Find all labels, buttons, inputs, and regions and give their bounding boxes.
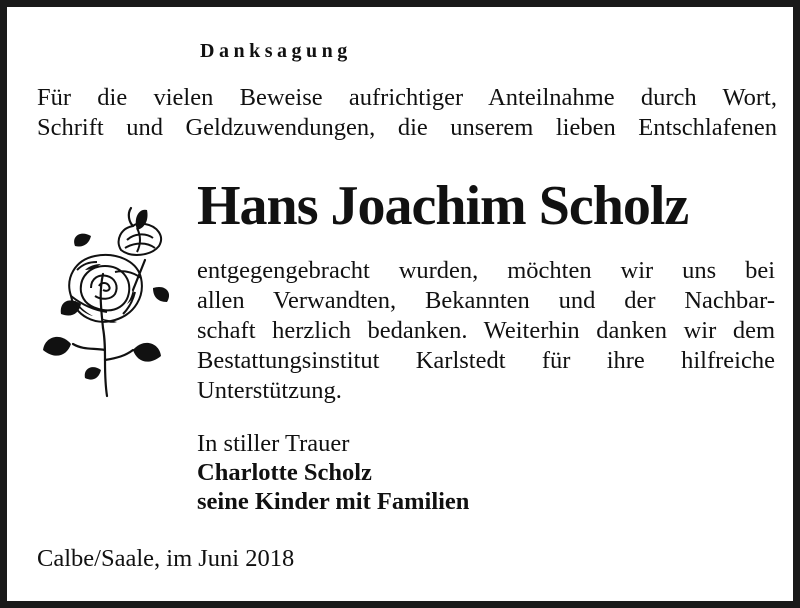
signatory-name: Charlotte Scholz	[197, 459, 372, 486]
deceased-name: Hans Joachim Scholz	[197, 175, 689, 237]
place-date: Calbe/Saale, im Juni 2018	[37, 545, 295, 572]
closing-block	[197, 429, 469, 516]
intro-line: Schrift und Geldzuwendungen, die unserem lieben Entschlafenen	[37, 114, 777, 141]
intro-text	[37, 83, 777, 143]
notice-heading: Danksagung	[200, 40, 352, 62]
body-text	[197, 256, 775, 406]
closing-phrase: In stiller Trauer	[197, 430, 350, 457]
body-line: schaft herzlich bedanken. Weiterhin danken wir dem	[197, 317, 775, 344]
body-line: Bestattungsinstitut Karlstedt für ihre hilfreiche	[197, 347, 775, 374]
body-line: Unterstützung.	[197, 377, 342, 404]
intro-line: Für die vielen Beweise aufrichtiger Anteilnahme durch Wort,	[37, 84, 777, 111]
rose-icon	[41, 200, 181, 400]
body-line: allen Verwandten, Bekannten und der Nachbar-	[197, 287, 775, 314]
signatory-family: seine Kinder mit Familien	[197, 488, 470, 515]
body-line: entgegengebracht wurden, möchten wir uns bei	[197, 257, 775, 284]
